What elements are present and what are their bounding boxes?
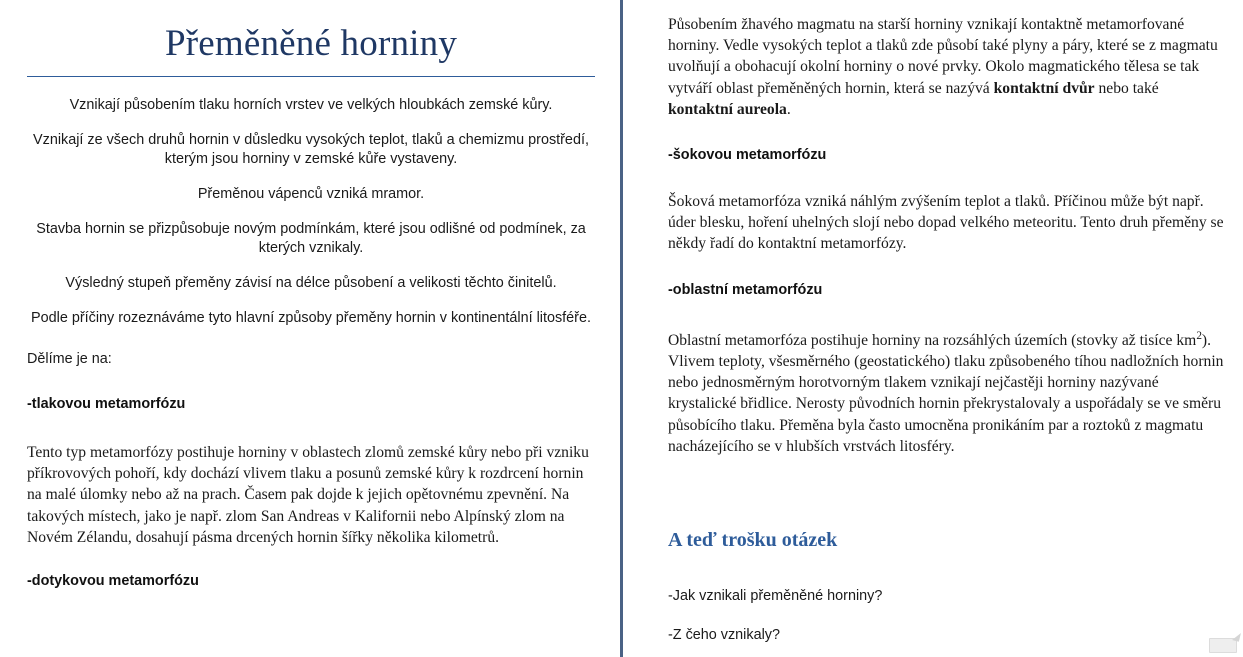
right-column (623, 0, 1243, 657)
intro-paragraph: Vznikají ze všech druhů hornin v důsledku vysokých teplot, tlaků a chemizmu prostředí, kterým jsou horniny v zemské kůře vystaveny. (33, 132, 589, 167)
heading-contact-metamorphism: -dotykovou metamorfózu (27, 573, 199, 590)
spacer (668, 120, 1225, 146)
spacer (27, 369, 595, 395)
superscript-square: 2 (1196, 329, 1202, 342)
left-column (0, 0, 620, 657)
heading-pressure-metamorphism: -tlakovou metamorfózu (27, 396, 186, 412)
question-item: -Jak vznikali přeměněné horniny? (668, 588, 883, 605)
spacer (668, 606, 1225, 626)
heading-shock-metamorphism: -šokovou metamorfózu (668, 147, 827, 164)
spacer (27, 328, 595, 350)
paragraph-contact-text-b: nebo také (1094, 79, 1159, 97)
page-title: Přeměněné horniny (164, 23, 458, 64)
question-item: -Z čeho vznikaly? (668, 627, 780, 644)
paragraph-pressure-metamorphism: Tento typ metamorfózy postihuje horniny v oblastech zlomů zemské kůry nebo při vzniku příkrovových pohoří, kdy dochází vlivem tlaku a posunů zemské kůry k rozdrcení hornin na malé úlomky nebo až na prach. Časem pak dojde k jejich opětovnému zpevnění. Na takových místech, jako je např. zlom San Andreas v Kalifornii nebo Alpínský zlom na Novém Zélandu, dosahují pásma drcených hornin šířky několika kilometrů. (27, 444, 589, 546)
spacer (668, 165, 1225, 191)
divide-label: Dělíme je na: (27, 351, 112, 367)
paragraph-contact-text-c: . (786, 100, 791, 118)
paragraph-regional-metamorphism (668, 326, 1225, 457)
term-kontaktni-dvur: kontaktní dvůr (993, 79, 1095, 97)
spacer (27, 414, 595, 442)
paragraph-shock-metamorphism: Šoková metamorfóza vzniká náhlým zvýšením teplot a tlaků. Příčinou může být např. úder blesku, hoření uhelných slojí nebo dopad velkého meteoritu. Tento druh přeměny se někdy řadí do kontaktní metamorfózy. (668, 193, 1224, 253)
intro-paragraph: Výsledný stupeň přeměny závisí na délce působení a velikosti těchto činitelů. (65, 275, 557, 291)
spacer (668, 0, 1225, 14)
spacer (668, 553, 1225, 587)
spacer (668, 457, 1225, 527)
heading-regional-metamorphism: -oblastní metamorfózu (668, 281, 823, 298)
paragraph-regional-text-a: Oblastní metamorfóza postihuje horniny na rozsáhlých územích (stovky až tisíce km (668, 331, 1197, 349)
intro-paragraph: Přeměnou vápenců vzniká mramor. (197, 186, 425, 202)
paragraph-contact-text-a: Působením žhavého magmatu na starší horniny vznikají kontaktně metamorfované horniny. Vedle vysokých teplot a tlaků zde působí také plyny a páry, které se z magmatu uvolňují a obohacují okolní horniny o nové prvky. Okolo magmatického tělesa se tak vytváří oblast přeměněných hornin, která se nazývá (668, 16, 1218, 97)
intro-paragraph-list (27, 77, 595, 328)
intro-paragraph: Podle příčiny rozeznáváme tyto hlavní způsoby přeměny hornin v kontinentální litosféře. (31, 310, 591, 326)
spacer (668, 300, 1225, 326)
term-kontaktni-aureola: kontaktní aureola (668, 100, 787, 118)
spacer (668, 255, 1225, 281)
paragraph-regional-text-b: ). Vlivem teploty, všesměrného (geostatického) tlaku způsobeného tíhou nadložních hornin nebo jednosměrným horotvorným tlakem vznikají nejčastěji horniny nazývané krystalické břidlice. Nerosty původních hornin překrystalovaly a uspořádaly se ve směru působícího tlaku. Přeměna byla často umocněna pronikáním par a roztoků z magmatu nacházejícího se v hlubších vrstvách litosféry. (668, 331, 1224, 455)
paragraph-contact-metamorphism (668, 14, 1225, 120)
spacer (27, 548, 595, 572)
questions-heading: A teď trošku otázek (668, 529, 838, 552)
intro-paragraph: Vznikají působením tlaku horních vrstev ve velkých hloubkách zemské kůry. (69, 97, 553, 113)
resize-handle[interactable] (1209, 638, 1237, 653)
intro-paragraph: Stavba hornin se přizpůsobuje novým podmínkám, které jsou odlišné od podmínek, za kterých vznikaly. (36, 221, 586, 256)
